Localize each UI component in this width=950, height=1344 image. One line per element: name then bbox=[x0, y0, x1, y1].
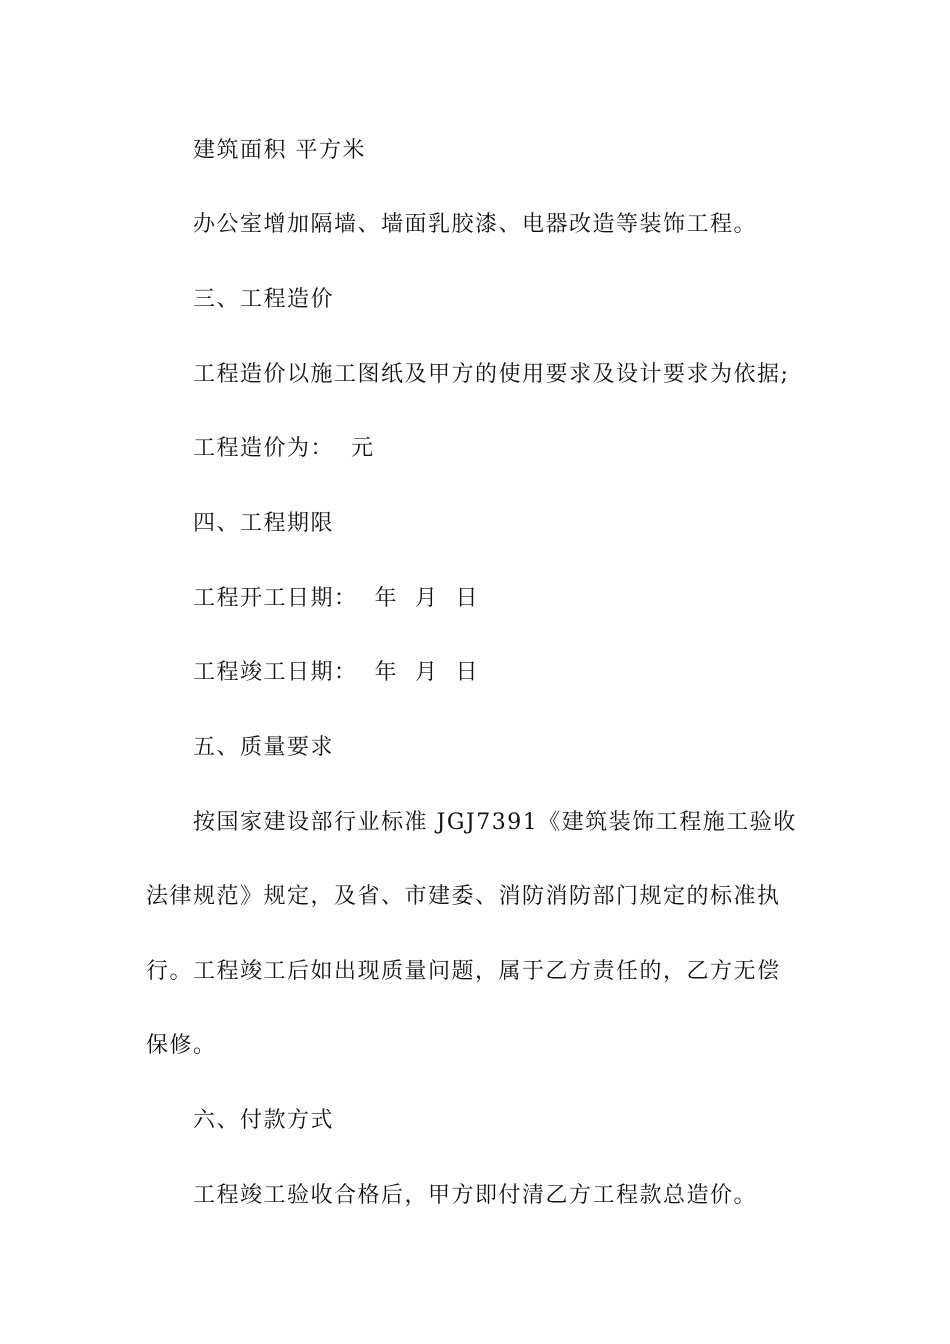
cost-amount-line: 工程造价为： 元 bbox=[193, 436, 375, 461]
section-heading-period: 四、工程期限 bbox=[193, 511, 335, 536]
section-heading-payment: 六、付款方式 bbox=[193, 1108, 335, 1133]
quality-paragraph-line-4: 保修。 bbox=[146, 1033, 217, 1058]
payment-terms-line: 工程竣工验收合格后，甲方即付清乙方工程款总造价。 bbox=[193, 1183, 758, 1208]
quality-paragraph-line-1: 按国家建设部行业标准 JGJ7391《建筑装饰工程施工验收 bbox=[193, 810, 797, 835]
building-area-line: 建筑面积 平方米 bbox=[193, 138, 366, 163]
completion-date-line: 工程竣工日期： 年 月 日 bbox=[193, 660, 479, 685]
quality-paragraph-line-3: 行。工程竣工后如出现质量问题，属于乙方责任的，乙方无偿 bbox=[146, 959, 781, 984]
cost-basis-line: 工程造价以施工图纸及甲方的使用要求及设计要求为依据; bbox=[193, 362, 790, 387]
project-scope-line: 办公室增加隔墙、墙面乳胶漆、电器改造等装饰工程。 bbox=[193, 212, 758, 237]
section-heading-quality: 五、质量要求 bbox=[193, 735, 335, 760]
start-date-line: 工程开工日期： 年 月 日 bbox=[193, 586, 479, 611]
section-heading-cost: 三、工程造价 bbox=[193, 287, 335, 312]
quality-paragraph-line-2: 法律规范》规定，及省、市建委、消防消防部门规定的标准执 bbox=[146, 884, 781, 909]
